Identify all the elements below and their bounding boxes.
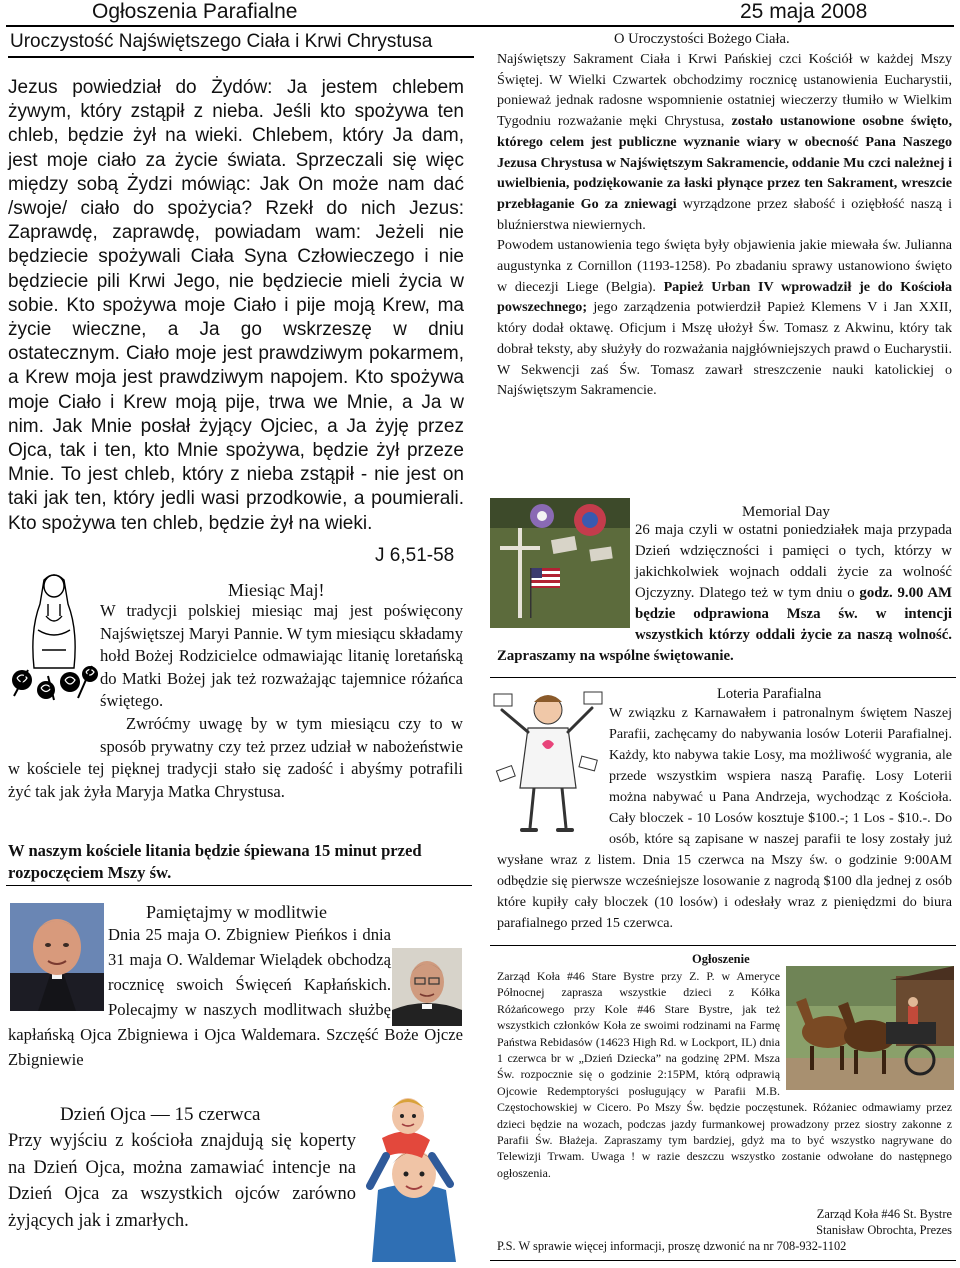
section-divider xyxy=(490,945,956,946)
fathers-day-heading: Dzień Ojca — 15 czerwca xyxy=(60,1104,261,1125)
corpus-christi-heading: O Uroczystości Bożego Ciała. xyxy=(614,31,790,47)
memorial-day-heading: Memorial Day xyxy=(742,504,830,520)
prayer-paragraph: Dnia 25 maja O. Zbigniew Pieńkos i dnia 31 maja O. Waldemar Wielądek obchodzą rocznicę swoich Święceń Kapłańskich. Polecajmy w naszych modlitwach służbę kapłańską Ojca Zbigniewa i Ojca Waldemara. Szczęść Boże Ojcze Zbigniewie xyxy=(8,925,463,1069)
signature-line-2: Stanisław Obrochta, Prezes xyxy=(816,1223,952,1237)
lottery-heading: Loteria Parafialna xyxy=(717,686,822,702)
gospel-title: Uroczystość Najświętszego Ciała i Krwi Chrystusa xyxy=(10,31,433,52)
image-float-spacer xyxy=(8,922,108,1022)
announcement-paragraph: Zarząd Koła #46 Stare Bystre przy Z. P. w Ameryce Północnej zaprasza wszystkie dzieci z Kółka Różańcowego przy Kole #46 Stare Bystre, jak też wszystkich członków Koła ze swoimi rodzinami na Farmę Państwa Rebidasów (14623 High Rd. w Lockport, IL) dnia 1 czerwca br w „Dzień Dziecka” na godzinę 2PM. Msza Św. rozpocznie się o godzinie 2:15PM, którą odprawią Ojcowie Redemptoryści posługujący w Parafii M.B. Częstochowskiej w Cicero. Po Mszy Św. będzie poczęstunek. Różaniec odmawiamy przez dzieci będzie na wozach, podczas jazdy furmankowej prowadzony przez siostry zakonne z Parafii Św. Błażeja. Zapraszamy tym bardziej, gdyż ma to być wszystko nagrywane do Telewizji Trwam. Uwaga ! w razie deszczu wszystko zostanie odwołane do następnego ogłoszenia. xyxy=(497,969,952,1180)
father-child-clipart xyxy=(352,1094,472,1262)
postscript: P.S. W sprawie więcej informacji, proszę dzwonić na nr 708-932-1102 xyxy=(497,1239,847,1253)
prayer-text xyxy=(8,922,463,1072)
text-run-bold: godz. 9.00 AM będzie odprawiona Msza św. w intencji wszystkich którzy oddali życie za naszą wolność. Zapraszamy na wspólne świętowanie. xyxy=(497,585,953,664)
text-run: jego zarządzenia potwierdził Papież Klemens V i Jan XXII, który dodał oktawę. Oficjum i Mszę ułożył Św. Tomasz z Akwinu, który tak dobrał teksty, aby służyły do rozważania najgłówniejszych prawd o Eucharystii. W Sekwencji zaś Św. Tomasz zawarł streszczenie nauki katolickiej o Najświętszym Sakramencie. xyxy=(497,299,952,399)
image-float-spacer xyxy=(497,520,635,626)
section-divider xyxy=(6,885,472,886)
text-run: Powodem ustanowienia tego święta były objawienia jakie miewała św. Julianna augustynka z Cornillon (1193-1258). Po zbadaniu sprawy ustanowiono święto w diecezji Liege (Belgia). xyxy=(497,237,952,295)
text-run: 26 maja czyli w ostatni poniedziałek maja przypada Dzień wdzięczności i pamięci o tych, którzy w jakichkolwiek wojnach oddali życie za wolność Ojczyzny. Dlatego też w tym dniu o xyxy=(635,522,952,601)
footer-divider xyxy=(490,1260,956,1261)
section-divider xyxy=(490,677,956,678)
lottery-text xyxy=(497,703,952,934)
may-text xyxy=(8,600,463,803)
bulletin-title: Ogłoszenia Parafialne xyxy=(92,0,298,23)
gospel-title-divider xyxy=(8,56,474,58)
corpus-christi-text xyxy=(497,49,952,401)
may-paragraph-2: Zwróćmy uwagę by w tym miesiącu czy to w sposób prywatny czy też przez udział w nabożeństwie w kościele tej pięknej tradycji stało się zadość i abyśmy potrafili żyć tak jak żyła Maryja Matka Chrystusa. xyxy=(8,713,463,801)
text-run: wyrządzone przez słabość i oziębłość naszą i bluźnierstwa niewiernych. xyxy=(497,195,952,233)
announcement-heading: Ogłoszenie xyxy=(692,952,750,966)
gospel-reference: J 6,51-58 xyxy=(375,545,455,566)
text-run-bold: zostało ustanowione osobne święto, którego celem jest publiczne wyznanie wiary w obecność Pana Naszego Jezusa Chrystusa w Najświętszym Sakramencie, oddanie Mu czci należnej i uwielbienia, podziękowanie za łaski płynące przez ten Sakrament, wreszcie przebłaganie Go za zniewagi xyxy=(497,113,952,212)
signature-block xyxy=(640,1206,952,1238)
text-run: Najświętszy Sakrament Ciała i Krwi Pańskiej czci Kościół w każdej Mszy Świętej. W Wielki Czwartek obchodzimy rocznicę ustanowienia Eucharystii, ponieważ jednak radosne wspomnienie ostatniej wieczerzy tłumiło w Wielkim Tygodniu rozważanie męki Chrystusa, xyxy=(497,51,952,130)
fathers-day-text: Przy wyjściu z kościoła znajdują się koperty na Dzień Ojca, można zamawiać intencje na Dzień Ojca za wszystkich ojców zarówno żyjących jak i zmarłych. xyxy=(8,1131,356,1231)
image-float-spacer xyxy=(391,948,463,1022)
image-float-spacer xyxy=(780,968,952,1094)
may-litany-notice: W naszym kościele litania będzie śpiewana 15 minut przed rozpoczęciem Mszy św. xyxy=(8,841,422,882)
announcement-text xyxy=(497,968,952,1181)
header-divider xyxy=(6,25,954,27)
may-heading: Miesiąc Maj! xyxy=(228,580,325,600)
text-run-bold: Papież Urban IV wprowadził je do Kościoła powszechnego; xyxy=(497,278,952,316)
image-float-spacer xyxy=(497,703,609,833)
lottery-paragraph: W związku z Karnawałem i patronalnym świętem Naszej Parafii, zachęcamy do nabywania losów Loterii Parafialnej. Każdy, kto nabywa takie Losy, ma możliwość wygrania, ale przede wszystkim wspiera naszą Parafię. Losy Loterii można nabywać u Pana Andrzeja, wychodząc z Kościoła. Cały bloczek - 10 Losów kosztuje $100.-; 1 Los - $10.-. Do osób, które są zapisane w naszej parafii te losy zostały już wysłane wraz z listem. Dnia 15 czerwca na Mszy św. o godzinie 9:00AM odbędzie się pierwsze wcześniejsze losowanie z nagrodą $100 dla jednej z osób które kupiły cały bloczek (10 losów) i odesłały wraz z pieniędzmi do biura parafialnego przed 15 czerwca. xyxy=(497,705,952,931)
bulletin-date: 25 maja 2008 xyxy=(740,0,868,23)
gospel-text: Jezus powiedział do Żydów: Ja jestem chlebem żywym, który zstąpił z nieba. Jeśli kto spożywa ten chleb, będzie żył na wieki. Chlebem, który Ja dam, jest moje ciało za życie świata. Sprzeczali się więc między sobą Żydzi mówiąc: Jak On może nam dać /swoje/ ciało do spożycia? Rzekł do nich Jezus: Zaprawdę, zaprawdę, powiadam wam: Jeżeli nie będziecie spożywali Ciała Syna Człowieczego i nie będziecie pili Krwi Jego, nie będziecie mieli życia w sobie. Kto spożywa moje Ciało i pije moją Krew, ma życie wieczne, a Ja go wskrzeszę w dniu ostatecznym. Ciało moje jest prawdziwym pokarmem, a Krew moja jest prawdziwym napojem. Kto spożywa moje Ciało i Krew moją pije, trwa we Mnie, a Ja w nim. Jak Mnie posłał żyjący Ojciec, a Ja żyję przez Ojca, tak i ten, kto Mnie spożywa, będzie żył przeze Mnie. To jest chleb, który z nieba zstąpił - nie jest on taki jak ten, który jedli wasi przodkowie, a poumierali. Kto spożywa ten chleb, będzie żył na wieki. xyxy=(8,77,464,534)
may-paragraph-1: W tradycji polskiej miesiąc maj jest poświęcony Najświętszej Maryi Pannie. W tym miesiącu składamy hołd Bożej Rodzicielce odmawiając litanię loretańską do Matki Bożej jak też rozważając tajemnice różańca świętego. xyxy=(100,601,463,711)
prayer-heading: Pamiętajmy w modlitwie xyxy=(146,902,327,922)
memorial-day-text xyxy=(497,520,952,667)
image-float-spacer xyxy=(8,600,100,738)
signature-line-1: Zarząd Koła #46 St. Bystre xyxy=(816,1207,952,1221)
